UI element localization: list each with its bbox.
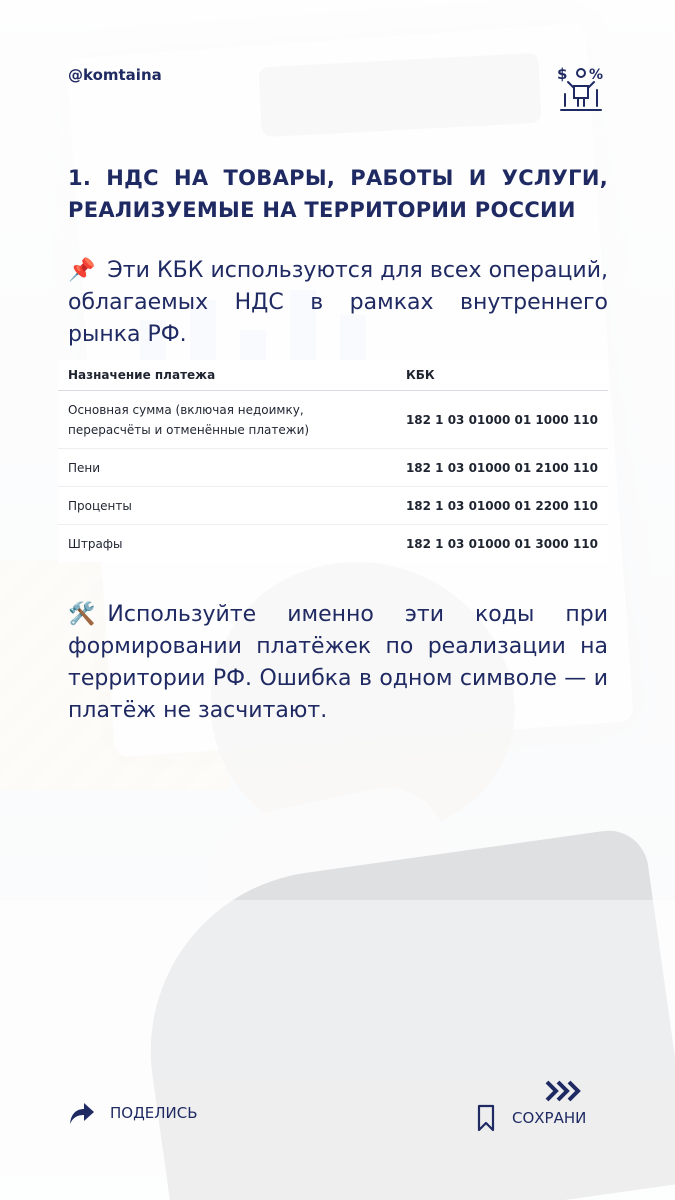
purpose-cell: Пени bbox=[58, 449, 396, 487]
save-label: СОХРАНИ bbox=[512, 1109, 587, 1127]
kbk-code-cell: 182 1 03 01000 01 1000 110 bbox=[396, 391, 608, 449]
share-label: ПОДЕЛИСЬ bbox=[110, 1104, 198, 1122]
intro-paragraph bbox=[68, 255, 608, 351]
kbk-code-cell: 182 1 03 01000 01 2100 110 bbox=[396, 449, 608, 487]
table-row bbox=[58, 391, 608, 449]
table-row bbox=[58, 449, 608, 487]
intro-text: Эти КБК используются для всех операций, облагаемых НДС в рамках внутреннего рынка РФ. bbox=[68, 258, 608, 347]
account-handle[interactable]: @komtaina bbox=[68, 66, 162, 84]
column-header-purpose: Назначение платежа bbox=[58, 360, 396, 391]
pushpin-icon: 📌 bbox=[68, 258, 96, 283]
tools-icon: 🛠️ bbox=[68, 602, 96, 627]
section-title: 1. НДС НА ТОВАРЫ, РАБОТЫ И УСЛУГИ, РЕАЛИЗУЕМЫЕ НА ТЕРРИТОРИИ РОССИИ bbox=[68, 166, 608, 222]
triple-chevron-right-icon[interactable] bbox=[544, 1078, 582, 1104]
purpose-cell: Основная сумма (включая недоимку, перерасчёты и отменённые платежи) bbox=[58, 391, 396, 449]
table-row bbox=[58, 487, 608, 525]
kbk-code-cell: 182 1 03 01000 01 3000 110 bbox=[405, 536, 598, 551]
kbk-code-cell: 182 1 03 01000 01 2200 110 bbox=[396, 487, 608, 525]
purpose-cell: Штрафы bbox=[68, 536, 123, 551]
outro-text: Используйте именно эти коды при формировании платёжек по реализации на территории РФ. Ошибка в одном символе — и платёж не засчитают. bbox=[68, 602, 608, 723]
bookmark-icon bbox=[476, 1104, 496, 1132]
svg-text:%: % bbox=[589, 67, 604, 83]
kbk-table bbox=[58, 360, 608, 562]
share-arrow-icon bbox=[68, 1100, 96, 1126]
share-button[interactable] bbox=[68, 1100, 198, 1126]
svg-text:$: $ bbox=[557, 65, 568, 83]
money-person-percent-icon bbox=[557, 64, 605, 114]
purpose-cell: Проценты bbox=[58, 487, 396, 525]
table-row bbox=[58, 525, 608, 563]
outro-paragraph bbox=[68, 599, 608, 727]
save-button[interactable] bbox=[476, 1104, 586, 1132]
column-header-kbk: КБК bbox=[396, 360, 608, 391]
table-header-row bbox=[58, 360, 608, 391]
